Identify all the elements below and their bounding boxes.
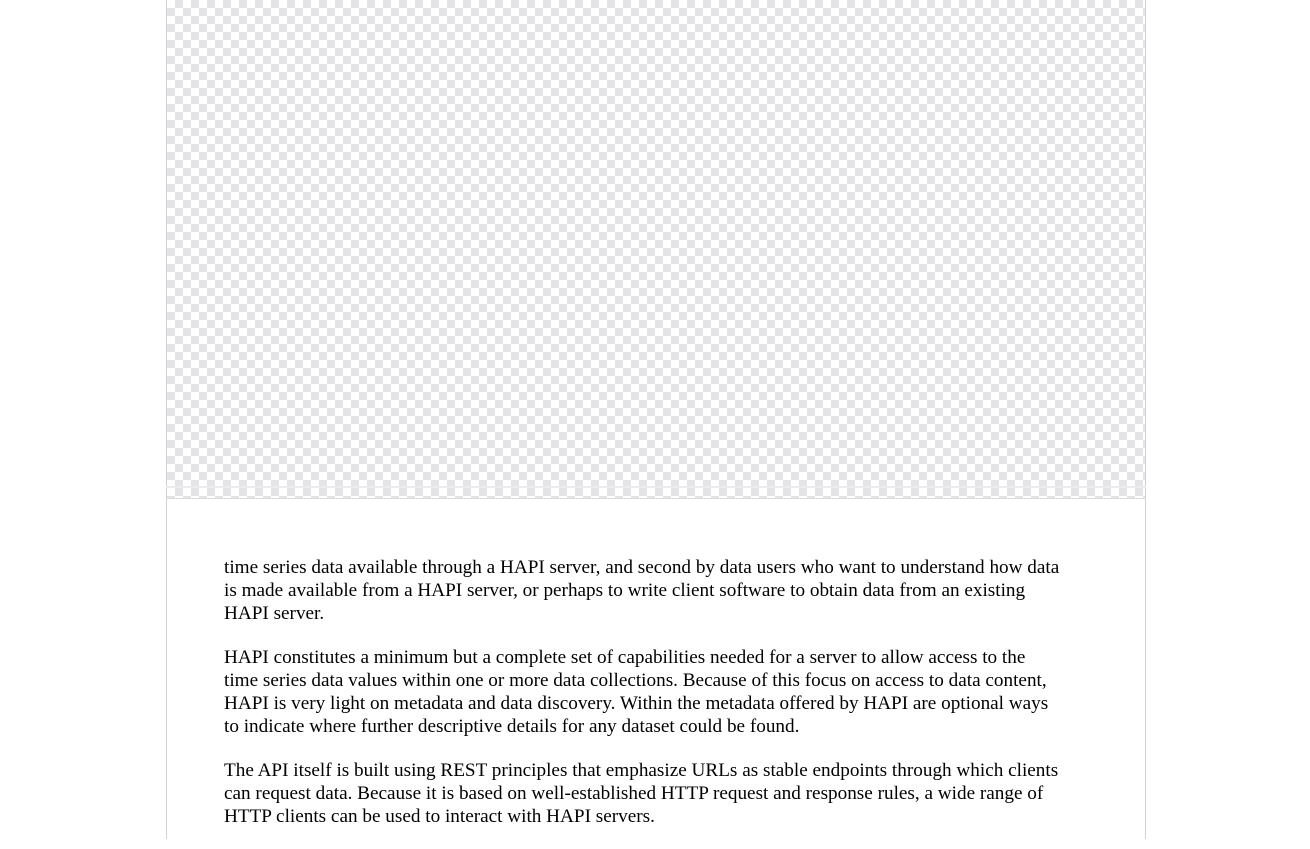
text-line: time series data values within one or more data collections. Because of this focus on access to data content,	[224, 670, 1047, 691]
paragraph	[224, 556, 1059, 625]
text-line: HAPI server.	[224, 603, 325, 624]
paragraph	[224, 759, 1059, 828]
page-2-top-placeholder	[166, 488, 1146, 499]
text-line: time series data available through a HAPI server, and second by data users who want to understand how data	[224, 557, 1060, 578]
text-line: HTTP clients can be used to interact with HAPI servers.	[224, 806, 655, 827]
document-page-2	[166, 499, 1146, 839]
page-1-loading-placeholder	[166, 0, 1146, 486]
text-line: HAPI is very light on metadata and data discovery. Within the metadata offered by HAPI are optional ways	[224, 693, 1049, 714]
text-line: is made available from a HAPI server, or perhaps to write client software to obtain data from an existing	[224, 580, 1026, 601]
text-line: The API itself is built using REST principles that emphasize URLs as stable endpoints through which clients	[224, 760, 1059, 781]
text-line: to indicate where further descriptive details for any dataset could be found.	[224, 716, 800, 737]
page-body-text	[224, 556, 1059, 849]
text-line: HAPI constitutes a minimum but a complete set of capabilities needed for a server to allow access to the	[224, 647, 1026, 668]
paragraph	[224, 646, 1059, 738]
text-line: can request data. Because it is based on well-established HTTP request and response rules, a wide range of	[224, 783, 1044, 804]
